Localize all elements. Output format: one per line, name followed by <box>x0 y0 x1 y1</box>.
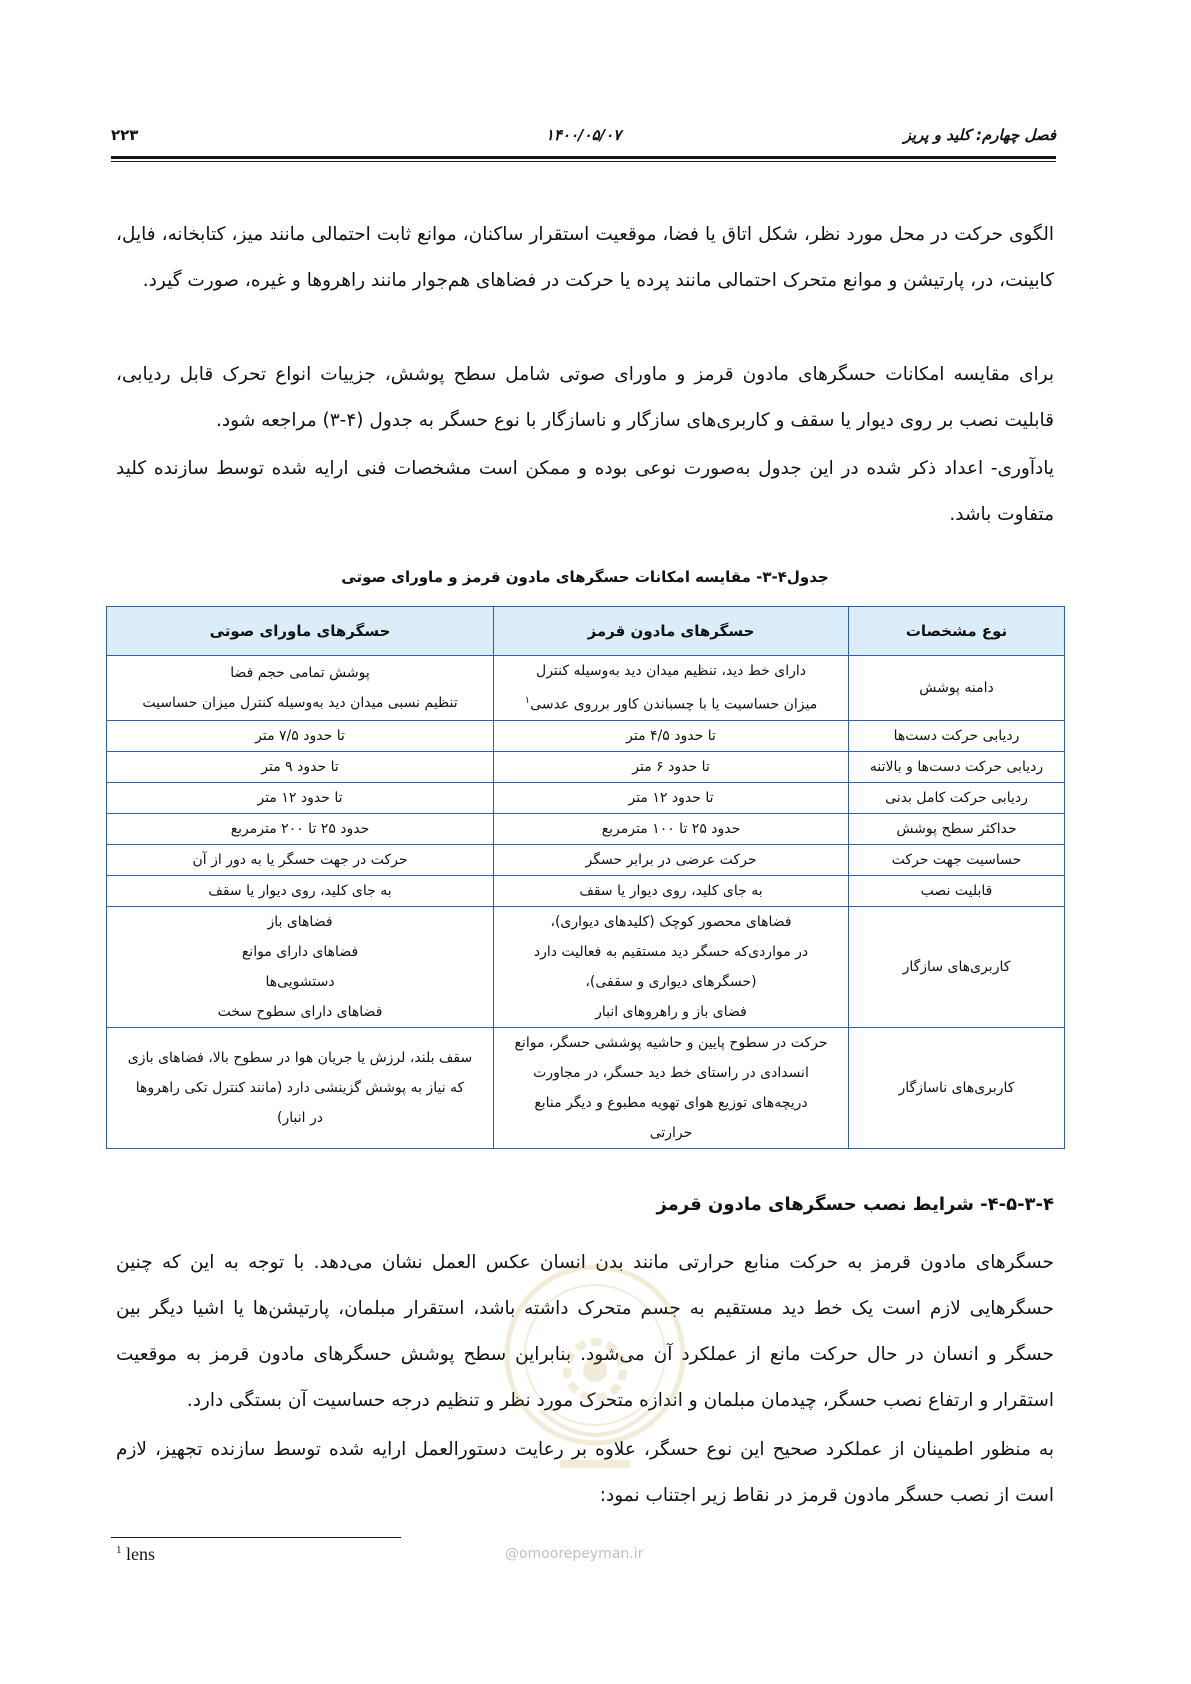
table-row <box>107 656 1065 721</box>
cell-infrared <box>494 906 849 1027</box>
table-row <box>107 906 1065 1027</box>
cell-line: تنظیم نسبی میدان دید به‌وسیله کنترل میزان حساسیت <box>142 694 458 711</box>
cell-line: فضاهای محصور کوچک (کلیدهای دیواری)، <box>550 913 792 930</box>
header-spec: نوع مشخصات <box>849 607 1065 656</box>
paragraph-movement-pattern: الگوی حرکت در محل مورد نظر، شکل اتاق یا فضا، موقعیت استقرار ساکنان، موانع ثابت احتمالی مانند میز، کتابخانه، فایل، کابینت، در، پارتیشن و موانع متحرک احتمالی مانند پرده یا حرکت در فضاهای هم‌جوار مانند راهروها و غیره، صورت گیرد. <box>116 224 1054 291</box>
cell-ultrasonic: تا حدود ۷/۵ متر <box>107 720 494 751</box>
cell-line: که نیاز به پوشش گزینشی دارد (مانند کنترل تکی راهروها <box>135 1079 465 1096</box>
cell-spec: قابلیت نصب <box>849 875 1065 906</box>
cell-ultrasonic <box>107 906 494 1027</box>
cell-line: فضاهای دارای سطوح سخت <box>217 1003 383 1020</box>
cell-ultrasonic <box>107 1027 494 1148</box>
cell-ultrasonic <box>107 656 494 721</box>
footnote-rule <box>111 1537 401 1538</box>
table-header-row <box>107 607 1065 656</box>
cell-ultrasonic: تا حدود ۱۲ متر <box>107 782 494 813</box>
cell-spec: ردیابی حرکت دست‌ها <box>849 720 1065 751</box>
page-number: ۲۲۳ <box>111 126 139 144</box>
header-rule-thick <box>111 156 1056 159</box>
watermark-site: @omoorepeyman.ir <box>505 1546 644 1562</box>
cell-ultrasonic: به جای کلید، روی دیوار یا سقف <box>107 875 494 906</box>
cell-line: میزان حساسیت یا با چسباندن کاور برروی عدسی <box>530 696 818 713</box>
cell-spec: ردیابی حرکت دست‌ها و بالاتنه <box>849 751 1065 782</box>
cell-infrared: حدود ۲۵ تا ۱۰۰ مترمربع <box>494 813 849 844</box>
header-ultrasonic: حسگرهای ماورای صوتی <box>107 607 494 656</box>
cell-line: در مواردی‌که حسگر دید مستقیم به فعالیت دارد <box>533 943 809 960</box>
header-date: ۱۴۰۰/۰۵/۰۷ <box>545 126 622 144</box>
footnote-text: lens <box>126 1544 155 1564</box>
footnote-number: 1 <box>116 1544 122 1556</box>
cell-ultrasonic: حرکت در جهت حسگر یا به دور از آن <box>107 844 494 875</box>
table-row <box>107 875 1065 906</box>
footnote-ref[interactable]: ۱ <box>524 695 531 706</box>
cell-spec: ردیابی حرکت کامل بدنی <box>849 782 1065 813</box>
cell-ultrasonic: تا حدود ۹ متر <box>107 751 494 782</box>
table-row <box>107 751 1065 782</box>
page-header <box>111 124 1056 150</box>
header-infrared: حسگرهای مادون قرمز <box>494 607 849 656</box>
table-caption: جدول۴-۳- مقایسه امکانات حسگرهای مادون قرمز و ماورای صوتی <box>341 568 829 586</box>
table-row <box>107 813 1065 844</box>
paragraph-note: یادآوری- اعداد ذکر شده در این جدول به‌صورت نوعی بوده و ممکن است مشخصات فنی ارایه شده توسط سازنده کلید متفاوت باشد. <box>116 458 1054 525</box>
cell-infrared: به جای کلید، روی دیوار یا سقف <box>494 875 849 906</box>
cell-line: پوشش تمامی حجم فضا <box>230 664 370 681</box>
sensor-comparison-table <box>106 606 1065 1149</box>
cell-line: دریچه‌های توزیع هوای تهویه مطبوع و دیگر منابع <box>534 1094 808 1111</box>
paragraph-comparison-reference: برای مقایسه امکانات حسگرهای مادون قرمز و ماورای صوتی شامل سطح پوشش، جزییات انواع تحرک قابل ردیابی، قابلیت نصب بر روی دیوار یا سقف و کاربری‌های سازگار و ناسازگار با نوع حسگر به جدول (۴-۳) مراجعه شود. <box>116 364 1054 431</box>
cell-line: (حسگرهای دیواری و سقفی)، <box>585 973 757 990</box>
cell-line: دستشویی‌ها <box>265 973 335 990</box>
cell-infrared <box>494 1027 849 1148</box>
cell-spec: دامنه پوشش <box>849 656 1065 721</box>
cell-spec: حساسیت جهت حرکت <box>849 844 1065 875</box>
cell-line: حرکت در سطوح پایین و حاشیه پوششی حسگر، موانع <box>514 1034 828 1051</box>
header-rule-thin <box>111 161 1056 162</box>
cell-spec: کاربری‌های سازگار <box>849 906 1065 1027</box>
section-heading: ۴-۵-۳-۴- شرایط نصب حسگرهای مادون قرمز <box>656 1194 1054 1215</box>
cell-line: فضاهای دارای موانع <box>241 943 359 960</box>
cell-infrared: تا حدود ۱۲ متر <box>494 782 849 813</box>
watermark-seal-icon <box>500 1260 690 1505</box>
cell-line: انسدادی در راستای خط دید حسگر، در مجاورت <box>533 1064 809 1081</box>
cell-line: فضاهای باز <box>267 913 333 930</box>
paragraph-ir-installation: به منظور اطمینان از عملکرد صحیح این نوع حسگر، علاوه بر رعایت دستورالعمل ارایه شده توسط سازنده تجهیز، لازم است از نصب حسگر مادون قرمز در نقاط زیر اجتناب نمود: <box>116 1439 1054 1506</box>
table-row <box>107 720 1065 751</box>
paragraph-ir-behavior: حسگرهای مادون قرمز به حرکت منابع حرارتی مانند بدن انسان عکس العمل نشان می‌دهد. با توجه به این که چنین حسگرهایی لازم است یک خط دید مستقیم به جسم متحرک داشته باشد، استقرار مبلمان، پارتیشن‌ها یا اشیا دیگر بین حسگر و انسان در حال حرکت مانع از عملکرد آن می‌شود. بنابراین سطح پوشش حسگرهای مادون قرمز به موقعیت استقرار و ارتفاع نصب حسگر، چیدمان مبلمان و اندازه متحرک مورد نظر و تنظیم درجه حساسیت آن بستگی دارد. <box>116 1252 1054 1411</box>
cell-infrared <box>494 656 849 721</box>
cell-line: حرارتی <box>649 1124 693 1141</box>
table-row <box>107 782 1065 813</box>
cell-spec: حداکثر سطح پوشش <box>849 813 1065 844</box>
table-row <box>107 844 1065 875</box>
cell-ultrasonic: حدود ۲۵ تا ۲۰۰ مترمربع <box>107 813 494 844</box>
cell-line: فضای باز و راهروهای انبار <box>595 1003 747 1020</box>
cell-line-with-ref <box>500 686 842 720</box>
chapter-title: فصل چهارم: کلید و پریز <box>903 126 1056 144</box>
cell-infrared: تا حدود ۴/۵ متر <box>494 720 849 751</box>
table-row <box>107 1027 1065 1148</box>
cell-spec: کاربری‌های ناسازگار <box>849 1027 1065 1148</box>
cell-line: دارای خط دید، تنظیم میدان دید به‌وسیله کنترل <box>536 663 806 679</box>
cell-line: در انبار) <box>277 1109 323 1126</box>
cell-line: سقف بلند، لرزش یا جریان هوا در سطوح بالا، فضاهای بازی <box>127 1049 473 1066</box>
cell-infrared: تا حدود ۶ متر <box>494 751 849 782</box>
cell-infrared: حرکت عرضی در برابر حسگر <box>494 844 849 875</box>
footnote <box>116 1544 155 1565</box>
